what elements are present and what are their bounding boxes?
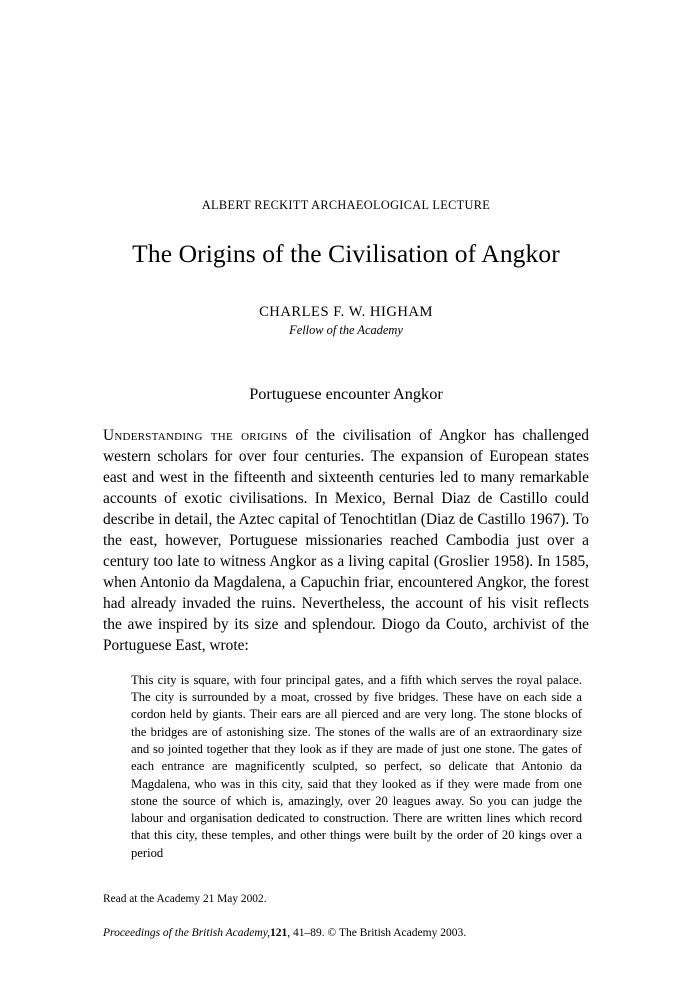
read-at-academy-note: Read at the Academy 21 May 2002.: [103, 893, 267, 906]
paragraph-body-text: of the civilisation of Angkor has challenged western scholars for over four centuries. The expansion of European states east and west in the fifteenth and sixteenth centuries led to many remarkable accounts of exotic civilisations. In Mexico, Bernal Diaz de Castillo could describe in detail, the Aztec capital of Tenochtitlan (Diaz de Castillo 1967). To the east, however, Portuguese missionaries reached Cambodia just over a century too late to witness Angkor as a living capital (Groslier 1958). In 1585, when Antonio da Magdalena, a Capuchin friar, encountered Angkor, the forest had already invaded the ruins. Nevertheless, the account of his visit reflects the awe inspired by its size and splendour. Diogo da Couto, archivist of the Portuguese East, wrote:: [103, 427, 589, 655]
citation-line: [103, 926, 589, 941]
page-title: The Origins of the Civilisation of Angkor: [132, 238, 560, 268]
lecture-series-kicker: ALBERT RECKITT ARCHAEOLOGICAL LECTURE: [201, 198, 491, 212]
paragraph-lead-smallcaps: Understanding the origins: [103, 427, 288, 445]
body-paragraph: [103, 425, 589, 656]
page-content-column: [103, 0, 589, 941]
section-heading: Portuguese encounter Angkor: [249, 383, 443, 403]
author-affiliation: Fellow of the Academy: [289, 323, 403, 338]
block-quote: This city is square, with four principal gates, and a fifth which serves the royal palace. The city is surrounded by a moat, crossed by five bridges. These have on each side a cordon held by giants. Their ears are all pierced and are very long. The stone blocks of the bridges are of astonishing size. The stones of the walls are of an extraordinary size and so jointed together that they look as if they are made of just one stone. The gates of each entrance are magnificently sculpted, so perfect, so delicate that Antonio da Magdalena, who was in this city, said that they looked as if they were made from one stone the source of which is, amazingly, over 20 leagues away. So you can judge the labour and organisation dedicated to construction. There are written lines which record that this city, these temples, and other things were built by the order of 20 kings over a period: [131, 672, 582, 860]
citation-pages-copyright: , 41–89. © The British Academy 2003.: [287, 926, 467, 939]
author-name: CHARLES F. W. HIGHAM: [259, 303, 433, 320]
citation-journal: Proceedings of the British Academy,: [103, 926, 271, 939]
citation-volume: 121: [270, 926, 288, 939]
author-block: [103, 303, 589, 339]
footer-notes: [103, 892, 589, 941]
